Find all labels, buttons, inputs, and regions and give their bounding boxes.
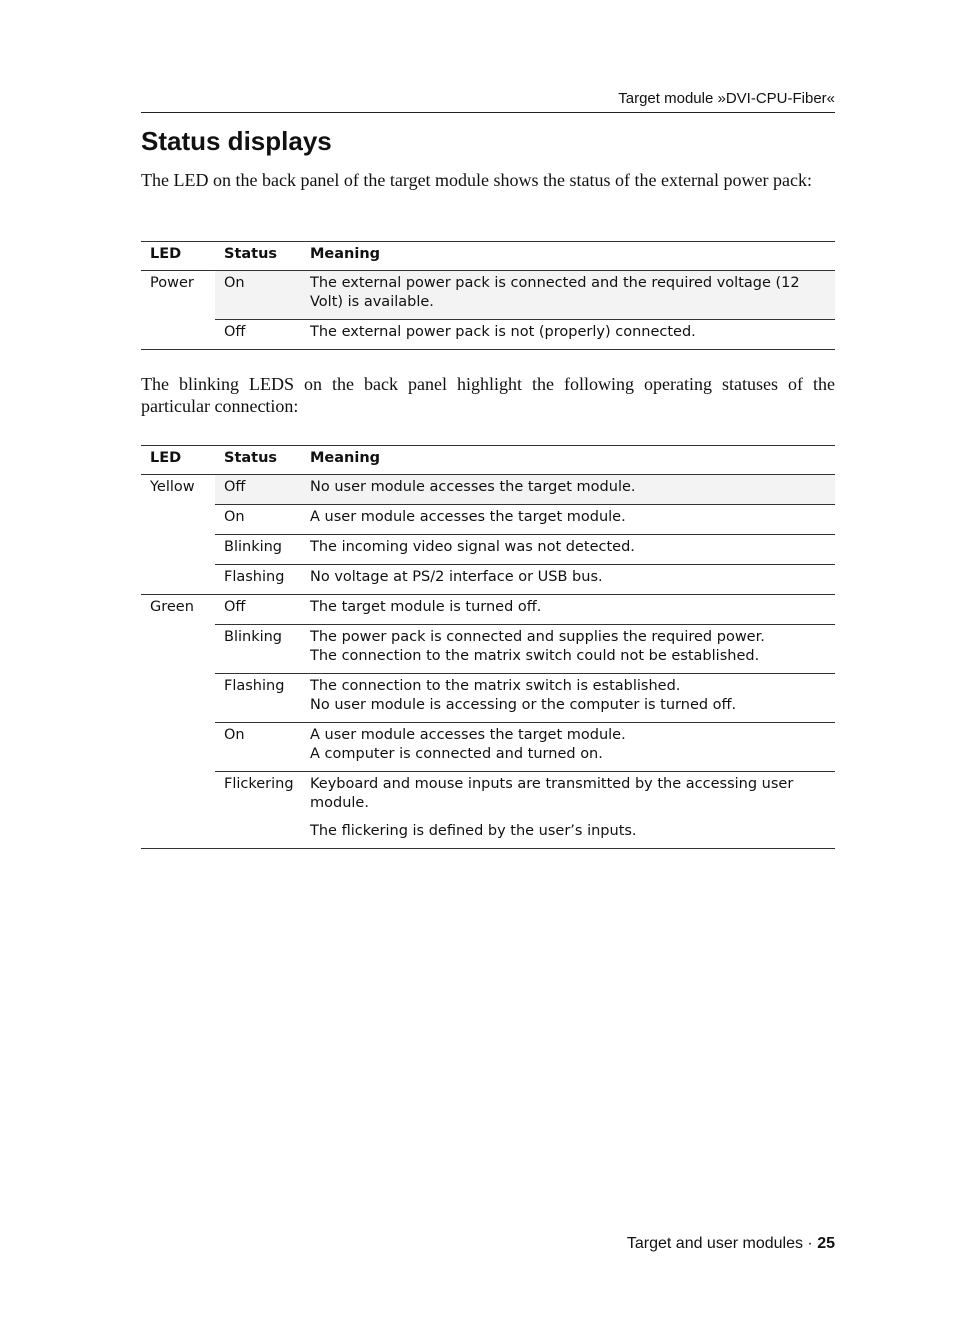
table-row — [141, 772, 835, 849]
table-row — [141, 535, 835, 565]
meaning-cell — [301, 535, 835, 565]
intro-paragraph: The LED on the back panel of the target module shows the status of the external power pack: — [141, 170, 812, 190]
meaning-cell — [301, 271, 835, 320]
meaning-line: A user module accesses the target module. — [310, 727, 626, 743]
led-cell-yellow: Yellow — [141, 475, 215, 595]
column-header-status: Status — [215, 242, 301, 271]
meaning-line: The connection to the matrix switch could not be established. — [310, 648, 760, 664]
table-header-row — [141, 242, 835, 271]
power-led-table — [141, 241, 835, 350]
status-cell: Off — [215, 320, 301, 350]
meaning-line: The flickering is defined by the user’s inputs. — [310, 823, 637, 839]
meaning-line: The external power pack is connected and the required voltage (12 Volt) is available. — [310, 275, 800, 310]
meaning-cell — [301, 565, 835, 595]
status-cell: On — [215, 723, 301, 772]
status-cell: Blinking — [215, 535, 301, 565]
column-header-meaning: Meaning — [301, 446, 835, 475]
meaning-cell — [301, 674, 835, 723]
status-cell: Flashing — [215, 565, 301, 595]
meaning-cell — [301, 723, 835, 772]
meaning-cell — [301, 475, 835, 505]
meaning-line: The power pack is connected and supplies the required power. — [310, 629, 765, 645]
meaning-cell — [301, 625, 835, 674]
table-row — [141, 320, 835, 350]
meaning-line: No user module is accessing or the computer is turned off. — [310, 697, 737, 713]
meaning-line: A user module accesses the target module. — [310, 509, 626, 525]
meaning-cell — [301, 505, 835, 535]
meaning-line: A computer is connected and turned on. — [310, 746, 603, 762]
meaning-cell — [301, 772, 835, 849]
status-cell: Flickering — [215, 772, 301, 849]
table-row — [141, 475, 835, 505]
meaning-line: The target module is turned off. — [310, 599, 542, 615]
section-title: Status displays — [141, 126, 332, 156]
meaning-line: The external power pack is not (properly) connected. — [310, 324, 696, 340]
footer-section: Target and user modules · — [626, 1235, 818, 1252]
status-cell: On — [215, 505, 301, 535]
table-row — [141, 625, 835, 674]
table-row — [141, 723, 835, 772]
meaning-line: The incoming video signal was not detected. — [310, 539, 635, 555]
table-row — [141, 271, 835, 320]
running-header: Target module »DVI-CPU-Fiber« — [618, 90, 835, 107]
running-footer — [141, 1234, 835, 1254]
column-header-status: Status — [215, 446, 301, 475]
column-header-meaning: Meaning — [301, 242, 835, 271]
signal-led-table — [141, 445, 835, 849]
meaning-line: Keyboard and mouse inputs are transmitted by the accessing user module. — [310, 776, 794, 811]
blinking-paragraph: The blinking LEDS on the back panel highlight the following operating statuses of the particular connection: — [141, 374, 835, 416]
meaning-line: No user module accesses the target module. — [310, 479, 636, 495]
column-header-led: LED — [141, 446, 215, 475]
meaning-cell — [301, 595, 835, 625]
meaning-line: No voltage at PS/2 interface or USB bus. — [310, 569, 603, 585]
led-cell-green: Green — [141, 595, 215, 849]
status-cell: Blinking — [215, 625, 301, 674]
status-cell: On — [215, 271, 301, 320]
table-row — [141, 505, 835, 535]
column-header-led: LED — [141, 242, 215, 271]
table-row — [141, 674, 835, 723]
header-rule — [141, 112, 835, 113]
table-header-row — [141, 446, 835, 475]
meaning-line: The connection to the matrix switch is established. — [310, 678, 681, 694]
meaning-cell — [301, 320, 835, 350]
led-cell-power: Power — [141, 271, 215, 350]
status-cell: Flashing — [215, 674, 301, 723]
page-number: 25 — [817, 1235, 835, 1252]
status-cell: Off — [215, 595, 301, 625]
status-cell: Off — [215, 475, 301, 505]
table-row — [141, 595, 835, 625]
table-row — [141, 565, 835, 595]
